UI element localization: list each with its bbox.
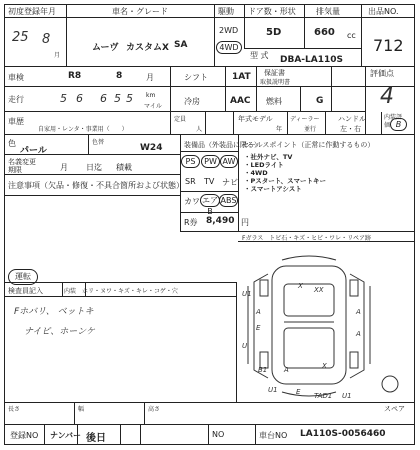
glass-label: Fガラス トビ石・キズ・ヒビ・ワレ・リペア跡	[242, 235, 372, 242]
dealer-label-2: 並行	[304, 126, 317, 133]
equip-pw: PW	[201, 155, 220, 168]
score-value: 4	[380, 84, 394, 109]
name-change-date: 日迄	[86, 163, 102, 172]
equip-sr: SR	[185, 177, 196, 186]
damage-label: X	[322, 362, 327, 370]
chassis-label: 車台NO	[259, 431, 288, 440]
name-change-label-2: 期限	[8, 166, 22, 174]
warranty-label-2: 取扱説明書	[260, 79, 291, 86]
recycle-label: R券	[184, 218, 198, 227]
selling-point-2: ・LEDライト	[244, 161, 284, 169]
color-code-label: 色替	[92, 139, 105, 146]
damage-label: X	[298, 282, 303, 290]
displacement-label: 排気量	[316, 7, 340, 16]
notes-label: 注意事項（欠品・修復・不具合箇所および状態）	[8, 181, 184, 190]
damage-label: U1	[242, 290, 252, 298]
damage-label: XX	[314, 286, 324, 294]
recycle-value: 8,490	[206, 216, 235, 226]
equip-tv: TV	[204, 177, 215, 186]
damage-label: B1	[258, 366, 268, 374]
name-change-month: 月	[60, 163, 68, 172]
no-label: NO	[212, 430, 225, 439]
damage-label: TAD1	[314, 392, 333, 400]
selling-point-1: ・社外ナビ、TV	[244, 153, 293, 161]
history-options: 自家用・レンタ・事業用（ ）	[38, 126, 128, 133]
inspection-month-unit: 月	[146, 73, 154, 82]
damage-label: U1	[268, 386, 278, 394]
displacement-unit: cc	[347, 31, 356, 40]
drive-label: 駆動	[218, 7, 234, 16]
color-value: パール	[20, 146, 47, 156]
equip-abs: ABS	[220, 196, 237, 205]
first-reg-label: 初度登録年月	[8, 7, 56, 16]
reg-label: 登録NO	[10, 431, 39, 440]
mileage-label: 走行	[8, 95, 24, 104]
capacity-label-1: 定員	[174, 116, 187, 123]
recycle-unit: 円	[241, 218, 249, 227]
month-unit: 月	[54, 52, 61, 59]
drive-4wd-circled: 4WD	[216, 41, 242, 54]
equip-leather: カワ	[184, 197, 200, 206]
ac-value: AAC	[230, 96, 251, 106]
mileage-km: km	[146, 92, 156, 99]
warranty-label-1: 保証書	[264, 69, 285, 77]
mileage-digit-2: 6	[76, 92, 83, 105]
handle-label-1: ハンドル	[338, 115, 366, 123]
car-grade: カスタムX	[126, 43, 169, 53]
capacity-label-2: 人	[196, 126, 203, 133]
selling-point-5: ・スマートアシスト	[244, 185, 302, 193]
inspection-label: 車検	[8, 73, 24, 82]
dealer-label-1: ディーラー	[290, 116, 320, 123]
damage-label: E	[256, 324, 261, 332]
selling-points-title: セールスポイント（正常に作動するもの）	[242, 141, 375, 149]
car-trim: SA	[174, 40, 188, 50]
handle-label-2: 左・右	[340, 125, 361, 133]
damage-label: A	[284, 366, 289, 374]
equipment-label: 装備品（外装品に限る）	[184, 141, 261, 149]
door-label: ドア数・形状	[248, 7, 296, 16]
inspection-era: R8	[68, 71, 82, 81]
reg-type: ナンバー	[50, 431, 82, 440]
mileage-mile: マイル	[144, 103, 162, 110]
inspector-label: 検査員記入	[8, 287, 43, 295]
length-label: 長さ	[8, 406, 21, 413]
doors-value: 5D	[266, 27, 282, 38]
color-code: W24	[140, 143, 163, 153]
shift-label: シフト	[184, 73, 208, 82]
damage-label: A	[356, 330, 361, 338]
spare-label: スペア	[384, 405, 405, 413]
mileage-digit-3: 6	[100, 92, 107, 105]
shift-value: 1AT	[232, 72, 251, 82]
first-reg-month: 8	[42, 32, 51, 47]
interior-value-circled: B	[390, 118, 407, 131]
equip-airbag: エアB	[202, 196, 218, 216]
fuel-value: G	[316, 96, 324, 106]
circled-driver: 運転	[8, 269, 38, 285]
mileage-digit-4: 5	[114, 92, 121, 105]
displacement-value: 660	[314, 27, 335, 38]
history-label: 車歴	[8, 117, 24, 126]
mileage-digit-5: 5	[126, 92, 133, 105]
damage-label: U	[242, 342, 248, 350]
model-type-label: 型 式	[250, 51, 269, 60]
ac-label: 冷房	[184, 97, 200, 106]
car-diagram	[238, 244, 414, 402]
color-label: 色	[8, 139, 16, 148]
score-label: 評価点	[370, 69, 394, 78]
car-name-label: 車名・グレード	[112, 7, 168, 16]
damage-label: A	[356, 308, 361, 316]
exhibit-label: 出品NO.	[368, 7, 399, 16]
first-reg-year: 25	[12, 30, 29, 45]
equip-ps: PS	[181, 155, 200, 168]
inspection-month: 8	[116, 71, 123, 81]
damage-label: A	[256, 308, 261, 316]
selling-point-4: ・Pスタート、スマートキー	[244, 177, 327, 185]
year-model-label-1: 年式モデル	[238, 115, 273, 123]
name-change-label-1: 名義変更	[8, 158, 36, 166]
parts-header: 内装 ホリ・ヌワ・キズ・キレ・コゲ・穴	[64, 288, 178, 295]
damage-label: E	[296, 388, 301, 396]
car-model: ムーヴ	[92, 43, 119, 53]
height-label: 高さ	[148, 406, 161, 413]
equip-navi: ナビ	[222, 178, 238, 187]
interior-label: 内装評価	[384, 114, 403, 129]
exhibit-no: 712	[373, 36, 404, 55]
parts-line-1: Fホバリ、 ベットキ	[14, 307, 94, 317]
exhaust-label: 積載	[116, 163, 132, 172]
damage-label: U1	[342, 392, 352, 400]
selling-point-3: ・4WD	[244, 169, 268, 177]
equip-aw: AW	[220, 155, 238, 168]
mileage-digit-1: 5	[60, 92, 67, 105]
width-label: 幅	[78, 406, 85, 413]
chassis-no: LA110S-0056460	[300, 429, 386, 439]
drive-2wd: 2WD	[219, 26, 239, 35]
parts-line-2: ナイビ、ホーンケ	[24, 327, 95, 337]
reg-value: 後日	[86, 433, 106, 444]
model-type-value: DBA-LA110S	[280, 55, 343, 65]
year-model-label-2: 年	[276, 126, 283, 133]
fuel-label: 燃料	[266, 97, 282, 106]
